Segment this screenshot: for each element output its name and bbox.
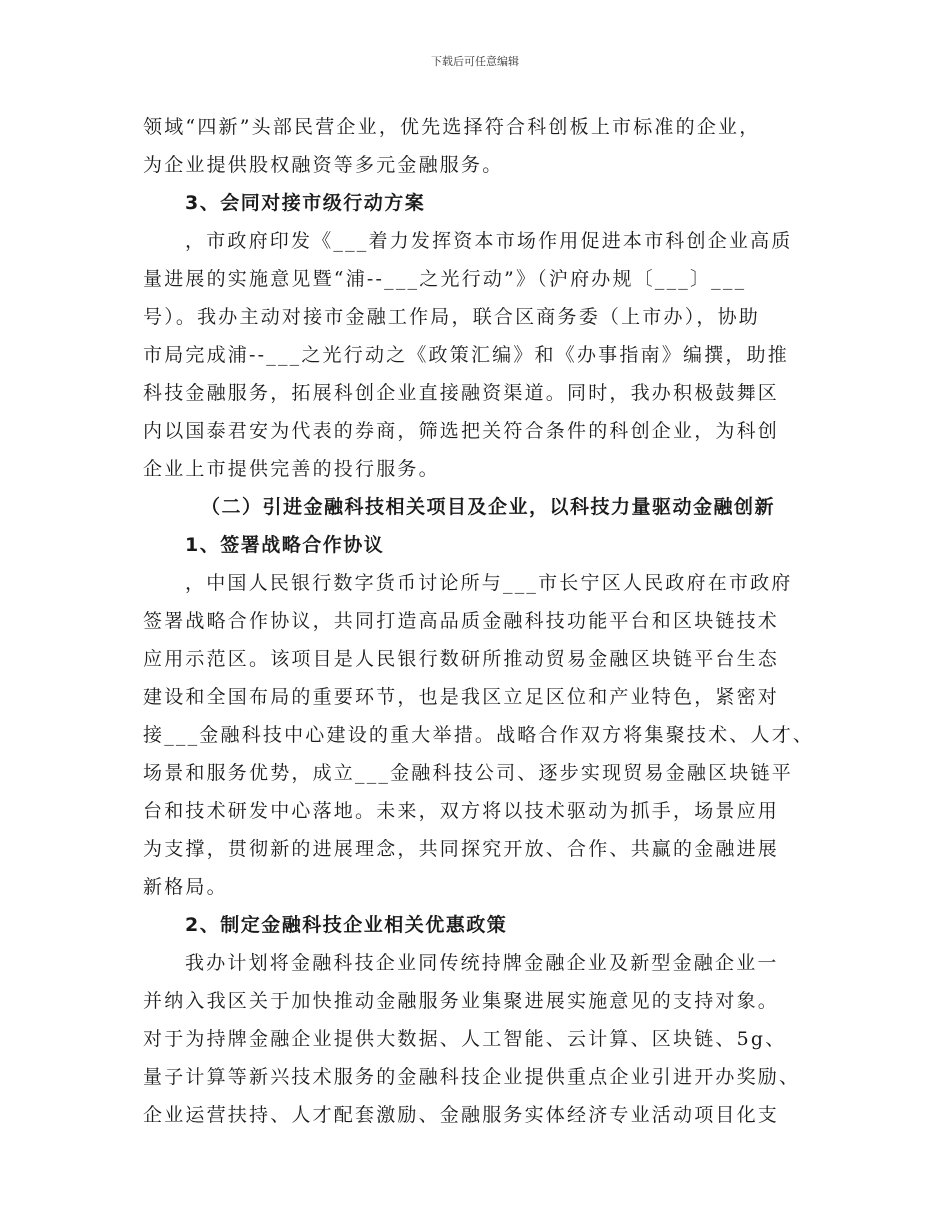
- body-line: 为支撑，贯彻新的进展理念，共同探究开放、合作、共赢的金融进展: [143, 838, 780, 860]
- body-line: 应用示范区。该项目是人民银行数研所推动贸易金融区块链平台生态: [143, 648, 780, 670]
- section-heading: 3、会同对接市级行动方案: [185, 192, 426, 214]
- body-line: 接___金融科技中心建设的重大举措。战略合作双方将集聚技术、人才、: [143, 724, 815, 746]
- body-line: 并纳入我区关于加快推动金融服务业集聚进展实施意见的支持对象。: [143, 990, 780, 1012]
- body-line: 对于为持牌金融企业提供大数据、人工智能、云计算、区块链、5g、: [143, 1028, 787, 1050]
- body-line: 场景和服务优势，成立___金融科技公司、逐步实现贸易金融区块链平: [143, 762, 793, 784]
- body-line: ，市政府印发《___着力发挥资本市场作用促进本市科创企业高质: [185, 230, 793, 252]
- section-heading: 1、签署战略合作协议: [185, 534, 385, 556]
- body-line: 领域“四新”头部民营企业，优先选择符合科创板上市标准的企业，: [143, 116, 761, 138]
- body-line: 新格局。: [143, 876, 228, 898]
- body-line: 量进展的实施意见暨“浦--___之光行动”》（沪府办规〔___〕___: [143, 268, 747, 290]
- body-line: 内以国泰君安为代表的券商，筛选把关符合条件的科创企业，为科创: [143, 420, 780, 442]
- body-line: 签署战略合作协议，共同打造高品质金融科技功能平台和区块链技术: [143, 610, 780, 632]
- body-line: 建设和全国布局的重要环节，也是我区立足区位和产业特色，紧密对: [143, 686, 780, 708]
- document-body: [143, 108, 823, 1134]
- body-line: 我办计划将金融科技企业同传统持牌金融企业及新型金融企业一: [185, 952, 779, 974]
- body-line: 科技金融服务，拓展科创企业直接融资渠道。同时，我办积极鼓舞区: [143, 382, 780, 404]
- body-line: 市局完成浦--___之光行动之《政策汇编》和《办事指南》编撰，助推: [143, 344, 789, 366]
- page-header-note: 下载后可任意编辑: [431, 55, 519, 68]
- chapter-heading: （二）引进金融科技相关项目及企业，以科技力量驱动金融创新: [201, 496, 776, 518]
- body-line: 为企业提供股权融资等多元金融服务。: [143, 154, 504, 176]
- body-line: 号）。我办主动对接市金融工作局，联合区商务委（上市办），协助: [143, 306, 761, 328]
- body-line: 企业运营扶持、人才配套激励、金融服务实体经济专业活动项目化支: [143, 1104, 780, 1126]
- section-heading: 2、制定金融科技企业相关优惠政策: [185, 914, 508, 936]
- body-line: 企业上市提供完善的投行服务。: [143, 458, 440, 480]
- body-line: 台和技术研发中心落地。未来，双方将以技术驱动为抓手，场景应用: [143, 800, 780, 822]
- body-line: ，中国人民银行数字货币讨论所与___市长宁区人民政府在市政府: [185, 572, 793, 594]
- body-line: 量子计算等新兴技术服务的金融科技企业提供重点企业引进开办奖励、: [143, 1066, 801, 1088]
